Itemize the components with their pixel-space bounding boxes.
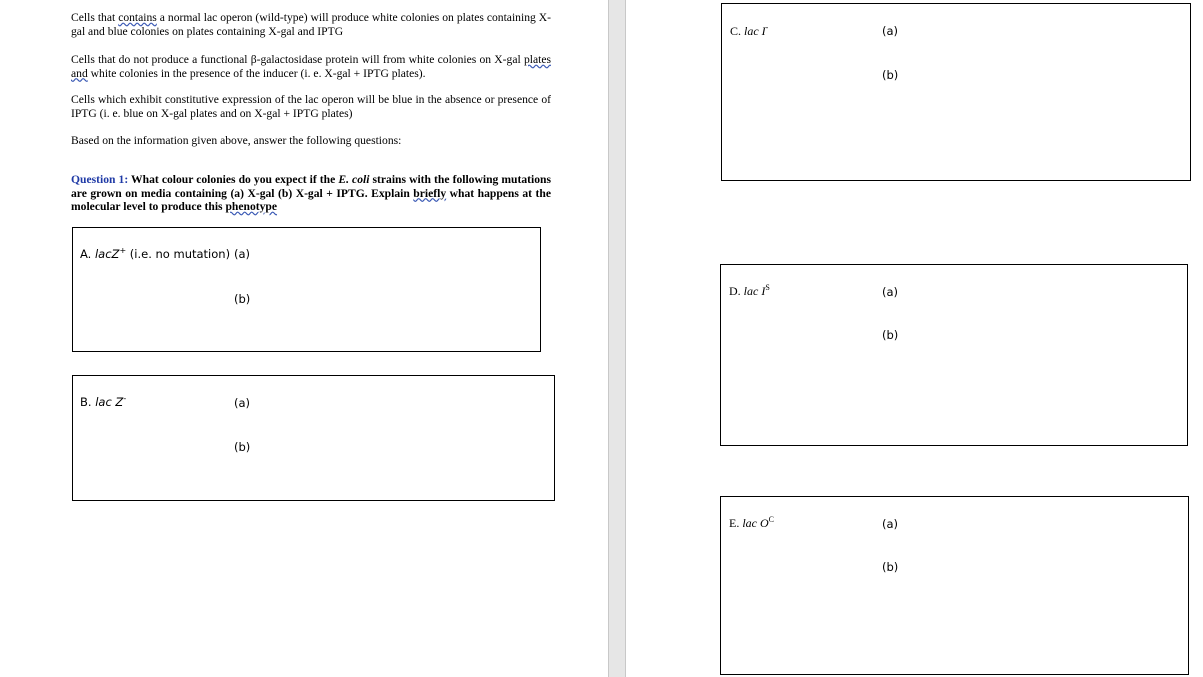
answer-box-e[interactable] (720, 496, 1189, 675)
box-d-sup: S (765, 283, 770, 292)
box-e-prefix: E. (729, 516, 743, 530)
question-label: Question 1: (71, 173, 129, 186)
box-c-gene: lac I (744, 24, 766, 38)
box-c-part-a: (a) (882, 24, 899, 38)
box-e-gene: lac O (742, 516, 769, 530)
paragraph-instructions: Based on the information given above, answer the following questions: (71, 134, 402, 147)
paragraph-wild-type (71, 11, 551, 38)
question-1 (71, 173, 551, 214)
question-text-2: strains with the following mutations are grown on media containing (a) X-gal (b) X-gal + IPTG. Explain (71, 173, 551, 200)
box-c-prefix: C. (730, 24, 745, 38)
box-a-prefix: A. (80, 247, 95, 261)
box-a-part-b: (b) (234, 292, 251, 306)
box-e-sup: C (768, 515, 775, 524)
box-a-gene: lacZ (94, 247, 120, 261)
question-text-3: what happens at the molecular level to produce this (71, 186, 551, 213)
para1-pre: Cells that (71, 11, 119, 24)
answer-box-b[interactable] (72, 375, 555, 501)
page-gutter (608, 0, 626, 677)
spelling-flag-phenotype[interactable]: phenotype (225, 200, 278, 213)
box-b-prefix: B. (80, 395, 96, 409)
box-e-part-a: (a) (882, 517, 899, 531)
box-b-part-a: (a) (234, 396, 251, 410)
box-d-part-b: (b) (882, 328, 899, 342)
question-text-1: What colour colonies do you expect if the (128, 173, 339, 186)
box-a-part-a: (a) (234, 247, 251, 261)
para2-pre: Cells that do not produce a functional β-galactosidase protein will from white colonies on X-gal (71, 53, 524, 66)
box-d-part-a: (a) (882, 285, 899, 299)
box-c-part-b: (b) (882, 68, 899, 82)
box-e-part-b: (b) (882, 560, 899, 574)
spelling-flag-plates-and[interactable]: plates and (71, 53, 551, 80)
box-d-prefix: D. (729, 284, 744, 298)
para2-post: white colonies in the presence of the inducer (i. e. X-gal + IPTG plates). (87, 66, 426, 80)
answer-box-a[interactable] (72, 227, 541, 352)
box-d-gene: lac I (743, 284, 766, 298)
box-c-label (730, 24, 768, 39)
ecoli-text: E. coli (338, 173, 370, 186)
paragraph-non-functional (71, 53, 551, 80)
box-b-gene: lac Z (95, 395, 124, 409)
box-b-part-b: (b) (234, 440, 251, 454)
box-d-label (729, 284, 770, 299)
box-a-label (80, 247, 230, 261)
paragraph-constitutive: Cells which exhibit constitutive expression of the lac operon will be blue in the absence or presence of IPTG (i. e. blue on X-gal plates and on X-gal + IPTG plates) (71, 93, 551, 120)
answer-box-c[interactable] (721, 3, 1191, 181)
answer-box-d[interactable] (720, 264, 1188, 446)
box-b-label (80, 395, 126, 409)
spelling-flag-contains[interactable]: contains (118, 11, 157, 24)
box-a-suffix: (i.e. no mutation) (126, 247, 231, 261)
box-e-label (729, 516, 774, 531)
box-a-sup: + (119, 246, 127, 255)
spelling-flag-briefly[interactable]: briefly (413, 186, 447, 200)
box-c-sup: - (765, 23, 769, 32)
box-b-sup: - (123, 394, 127, 403)
para1-post: a normal lac operon (wild-type) will produce white colonies on plates containing X-gal and blue colonies on plates containing X-gal and IPTG (71, 11, 552, 38)
